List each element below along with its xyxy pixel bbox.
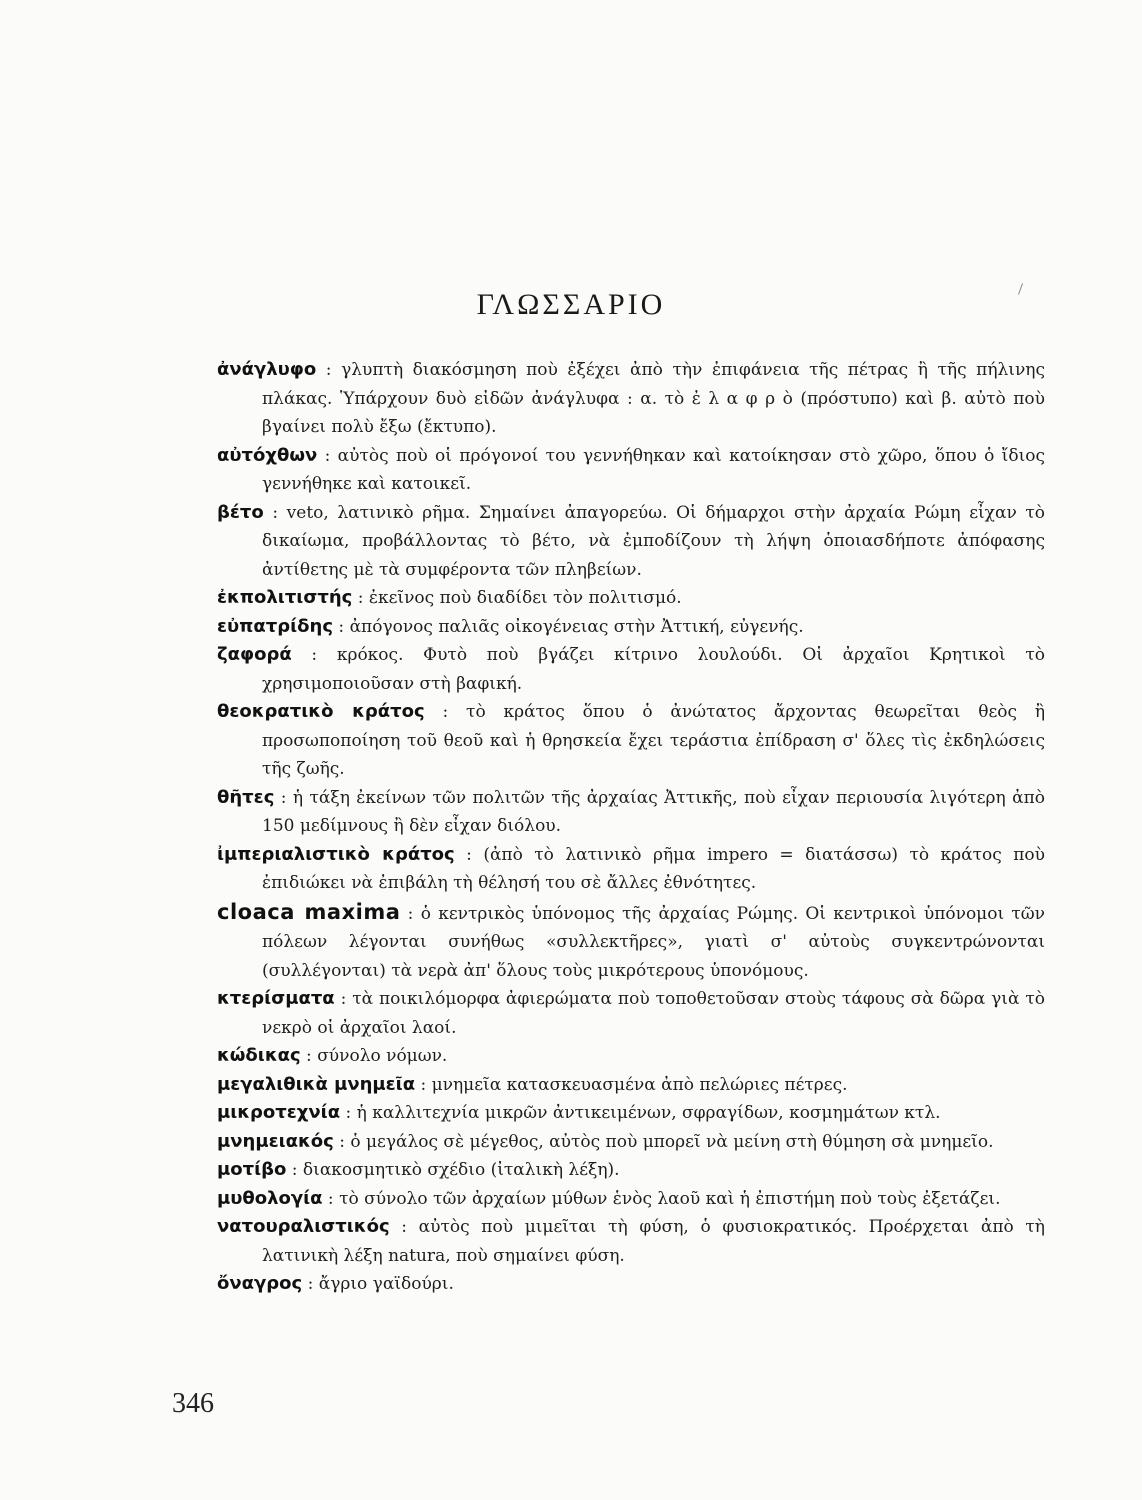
glossary-term: κώδικας [217, 1045, 301, 1066]
glossary-definition: αὐτὸς ποὺ οἱ πρόγονοί του γεννήθηκαν καὶ κατοίκησαν στὸ χῶρο, ὅπου ὁ ἴδιος γεννήθηκε καὶ κατοικεῖ. [262, 445, 1045, 494]
glossary-definition: γλυπτὴ διακόσμηση ποὺ ἐξέχει ἀπὸ τὴν ἐπιφάνεια τῆς πέτρας ἢ τῆς πήλινης πλάκας. Ὑπάρχουν δυὸ εἰδῶν ἀνάγλυφα : α. τὸ ἐ λ α φ ρ ὸ (πρόστυπο) καὶ β. αὐτὸ ποὺ βγαίνει πολὺ ἔξω (ἔκτυπο). [262, 360, 1045, 437]
glossary-entry [217, 1213, 1045, 1270]
bleed-through-background [210, 120, 1060, 263]
term-separator: : [300, 1046, 318, 1066]
term-separator: : [286, 1160, 303, 1180]
glossary-term: νατουραλιστικός [217, 1216, 390, 1237]
term-separator: : [454, 844, 484, 865]
term-separator: : [352, 588, 369, 608]
glossary-entry [217, 784, 1045, 841]
term-separator: : [291, 645, 337, 665]
glossary-term: cloaca maxima [217, 899, 401, 924]
glossary-definition: τὸ σύνολο τῶν ἀρχαίων μύθων ἑνὸς λαοῦ καὶ ἡ ἐπιστήμη ποὺ τοὺς ἐξετάζει. [339, 1188, 1001, 1209]
page-number: 346 [172, 1388, 214, 1419]
page-title: ΓΛΩΣΣΑΡΙΟ [476, 288, 666, 321]
glossary-entry [217, 698, 1045, 784]
glossary-definition: ἡ τάξη ἐκείνων τῶν πολιτῶν τῆς ἀρχαίας Ἀττικῆς, ποὺ εἶχαν περιουσία λιγότερη ἀπὸ 150 μεδίμνους ἢ δὲν εἶχαν διόλου. [262, 787, 1045, 836]
term-separator: : [415, 1074, 432, 1095]
term-separator: : [302, 1274, 319, 1294]
glossary-entry [217, 1156, 1045, 1185]
glossary-term: ζαφορά [217, 644, 292, 665]
term-separator: : [274, 787, 293, 808]
term-separator: : [424, 702, 467, 722]
glossary-definition: ἐκεῖνος ποὺ διαδίδει τὸν πολιτισμό. [368, 588, 682, 608]
term-separator: : [400, 903, 421, 924]
glossary-definition: ἄγριο γαϊδούρι. [318, 1274, 454, 1294]
glossary-entry [217, 1042, 1045, 1071]
term-separator: : [322, 1188, 340, 1209]
glossary-definition: ἡ καλλιτεχνία μικρῶν ἀντικειμένων, σφραγίδων, κοσμημάτων κτλ. [356, 1103, 941, 1123]
glossary-definition: (ἀπὸ τὸ λατινικὸ ρῆμα impero = διατάσσω) τὸ κράτος ποὺ ἐπιδιώκει νὰ ἐπιβάλη τὴ θέλησή του σὲ ἄλλες ἐθνότητες. [262, 844, 1045, 893]
glossary-entry [217, 1270, 1045, 1299]
glossary-term: ἀνάγλυφο [217, 359, 317, 380]
term-separator: : [334, 989, 353, 1009]
glossary-term: μοτίβο [217, 1159, 287, 1180]
glossary-definition: ἀπόγονος παλιᾶς οἰκογένειας στὴν Ἀττική, εὐγενής. [349, 616, 804, 637]
glossary-term: ἐκπολιτιστής [217, 587, 353, 608]
glossary-definition: ὁ κεντρικὸς ὑπόνομος τῆς ἀρχαίας Ρώμης. Οἱ κεντρικοὶ ὑπόνομοι τῶν πόλεων λέγονται συνήθως «συλλεκτῆρες», γιατὶ σ' αὐτοὺς συγκεντρώνονται (συλλέγονται) τὰ νερὰ ἀπ' ὅλους τοὺς μικρότερους ὑπονόμους. [262, 903, 1046, 981]
glossary-list [217, 356, 1045, 1299]
term-separator: : [333, 1131, 351, 1152]
glossary-entry [217, 499, 1045, 585]
glossary-entry [217, 613, 1045, 642]
glossary-term: θεοκρατικὸ κράτος [217, 701, 425, 722]
glossary-term: μυθολογία [217, 1187, 323, 1209]
glossary-term: μεγαλιθικὰ μνημεῖα [217, 1073, 416, 1095]
term-separator: : [333, 616, 350, 637]
glossary-entry [217, 356, 1045, 442]
glossary-term: βέτο [217, 501, 264, 523]
term-separator: : [263, 502, 287, 523]
glossary-term: ὄναγρος [217, 1273, 303, 1294]
glossary-definition: κρόκος. Φυτὸ ποὺ βγάζει κίτρινο λουλούδι. Οἱ ἀρχαῖοι Κρητικοὶ τὸ χρησιμοποιοῦσαν στὴ βαφική. [262, 645, 1045, 694]
glossary-term: ἰμπεριαλιστικὸ κράτος [217, 843, 455, 865]
glossary-term: αὐτόχθων [217, 444, 318, 466]
glossary-term: εὐπατρίδης [217, 615, 334, 637]
glossary-term: μικροτεχνία [217, 1102, 341, 1123]
glossary-definition: διακοσμητικὸ σχέδιο (ἰταλικὴ λέξη). [302, 1160, 620, 1180]
glossary-entry [217, 985, 1045, 1042]
glossary-entry [217, 1099, 1045, 1128]
glossary-definition: ὁ μεγάλος σὲ μέγεθος, αὐτὸς ποὺ μπορεῖ νὰ μείνη στὴ θύμηση σὰ μνημεῖο. [350, 1131, 994, 1152]
glossary-entry [217, 1071, 1045, 1100]
term-separator: : [316, 360, 342, 380]
term-separator: : [340, 1103, 357, 1123]
glossary-entry [217, 1128, 1045, 1157]
glossary-definition: τὰ ποικιλόμορφα ἀφιερώματα ποὺ τοποθετοῦσαν στοὺς τάφους σὰ δῶρα γιὰ τὸ νεκρὸ οἱ ἀρχαῖοι λαοί. [262, 989, 1045, 1038]
glossary-entry [217, 442, 1045, 499]
glossary-term: κτερίσματα [217, 988, 335, 1009]
glossary-entry [217, 898, 1045, 986]
glossary-definition: μνημεῖα κατασκευασμένα ἀπὸ πελώριες πέτρες. [431, 1074, 848, 1095]
glossary-entry [217, 641, 1045, 698]
glossary-term: θῆτες [217, 786, 275, 808]
glossary-entry [217, 841, 1045, 898]
glossary-term: μνημειακός [217, 1130, 334, 1152]
glossary-definition: veto, λατινικὸ ρῆμα. Σημαίνει ἀπαγορεύω. Οἱ δήμαρχοι στὴν ἀρχαία Ρώμη εἶχαν τὸ δικαίωμα, προβάλλοντας τὸ βέτο, νὰ ἐμποδίζουν τὴ λήψη ὁποιασδήποτε ἀπόφασης ἀντίθετης μὲ τὰ συμφέροντα τῶν πληβείων. [262, 502, 1045, 580]
glossary-entry [217, 1185, 1045, 1214]
glossary-definition: αὐτὸς ποὺ μιμεῖται τὴ φύση, ὁ φυσιοκρατικός. Προέρχεται ἀπὸ τὴ λατινικὴ λέξη natura, ποὺ σημαίνει φύση. [262, 1217, 1045, 1266]
term-separator: : [389, 1217, 419, 1237]
term-separator: : [317, 445, 338, 466]
glossary-definition: σύνολο νόμων. [317, 1046, 448, 1066]
glossary-entry [217, 584, 1045, 613]
glossary-definition: τὸ κράτος ὅπου ὁ ἀνώτατος ἄρχοντας θεωρεῖται θεὸς ἢ προσωποποίηση τοῦ θεοῦ καὶ ἡ θρησκεία ἔχει τεράστια ἐπίδραση σ' ὅλες τὶς ἐκδηλώσεις τῆς ζωῆς. [262, 702, 1046, 779]
